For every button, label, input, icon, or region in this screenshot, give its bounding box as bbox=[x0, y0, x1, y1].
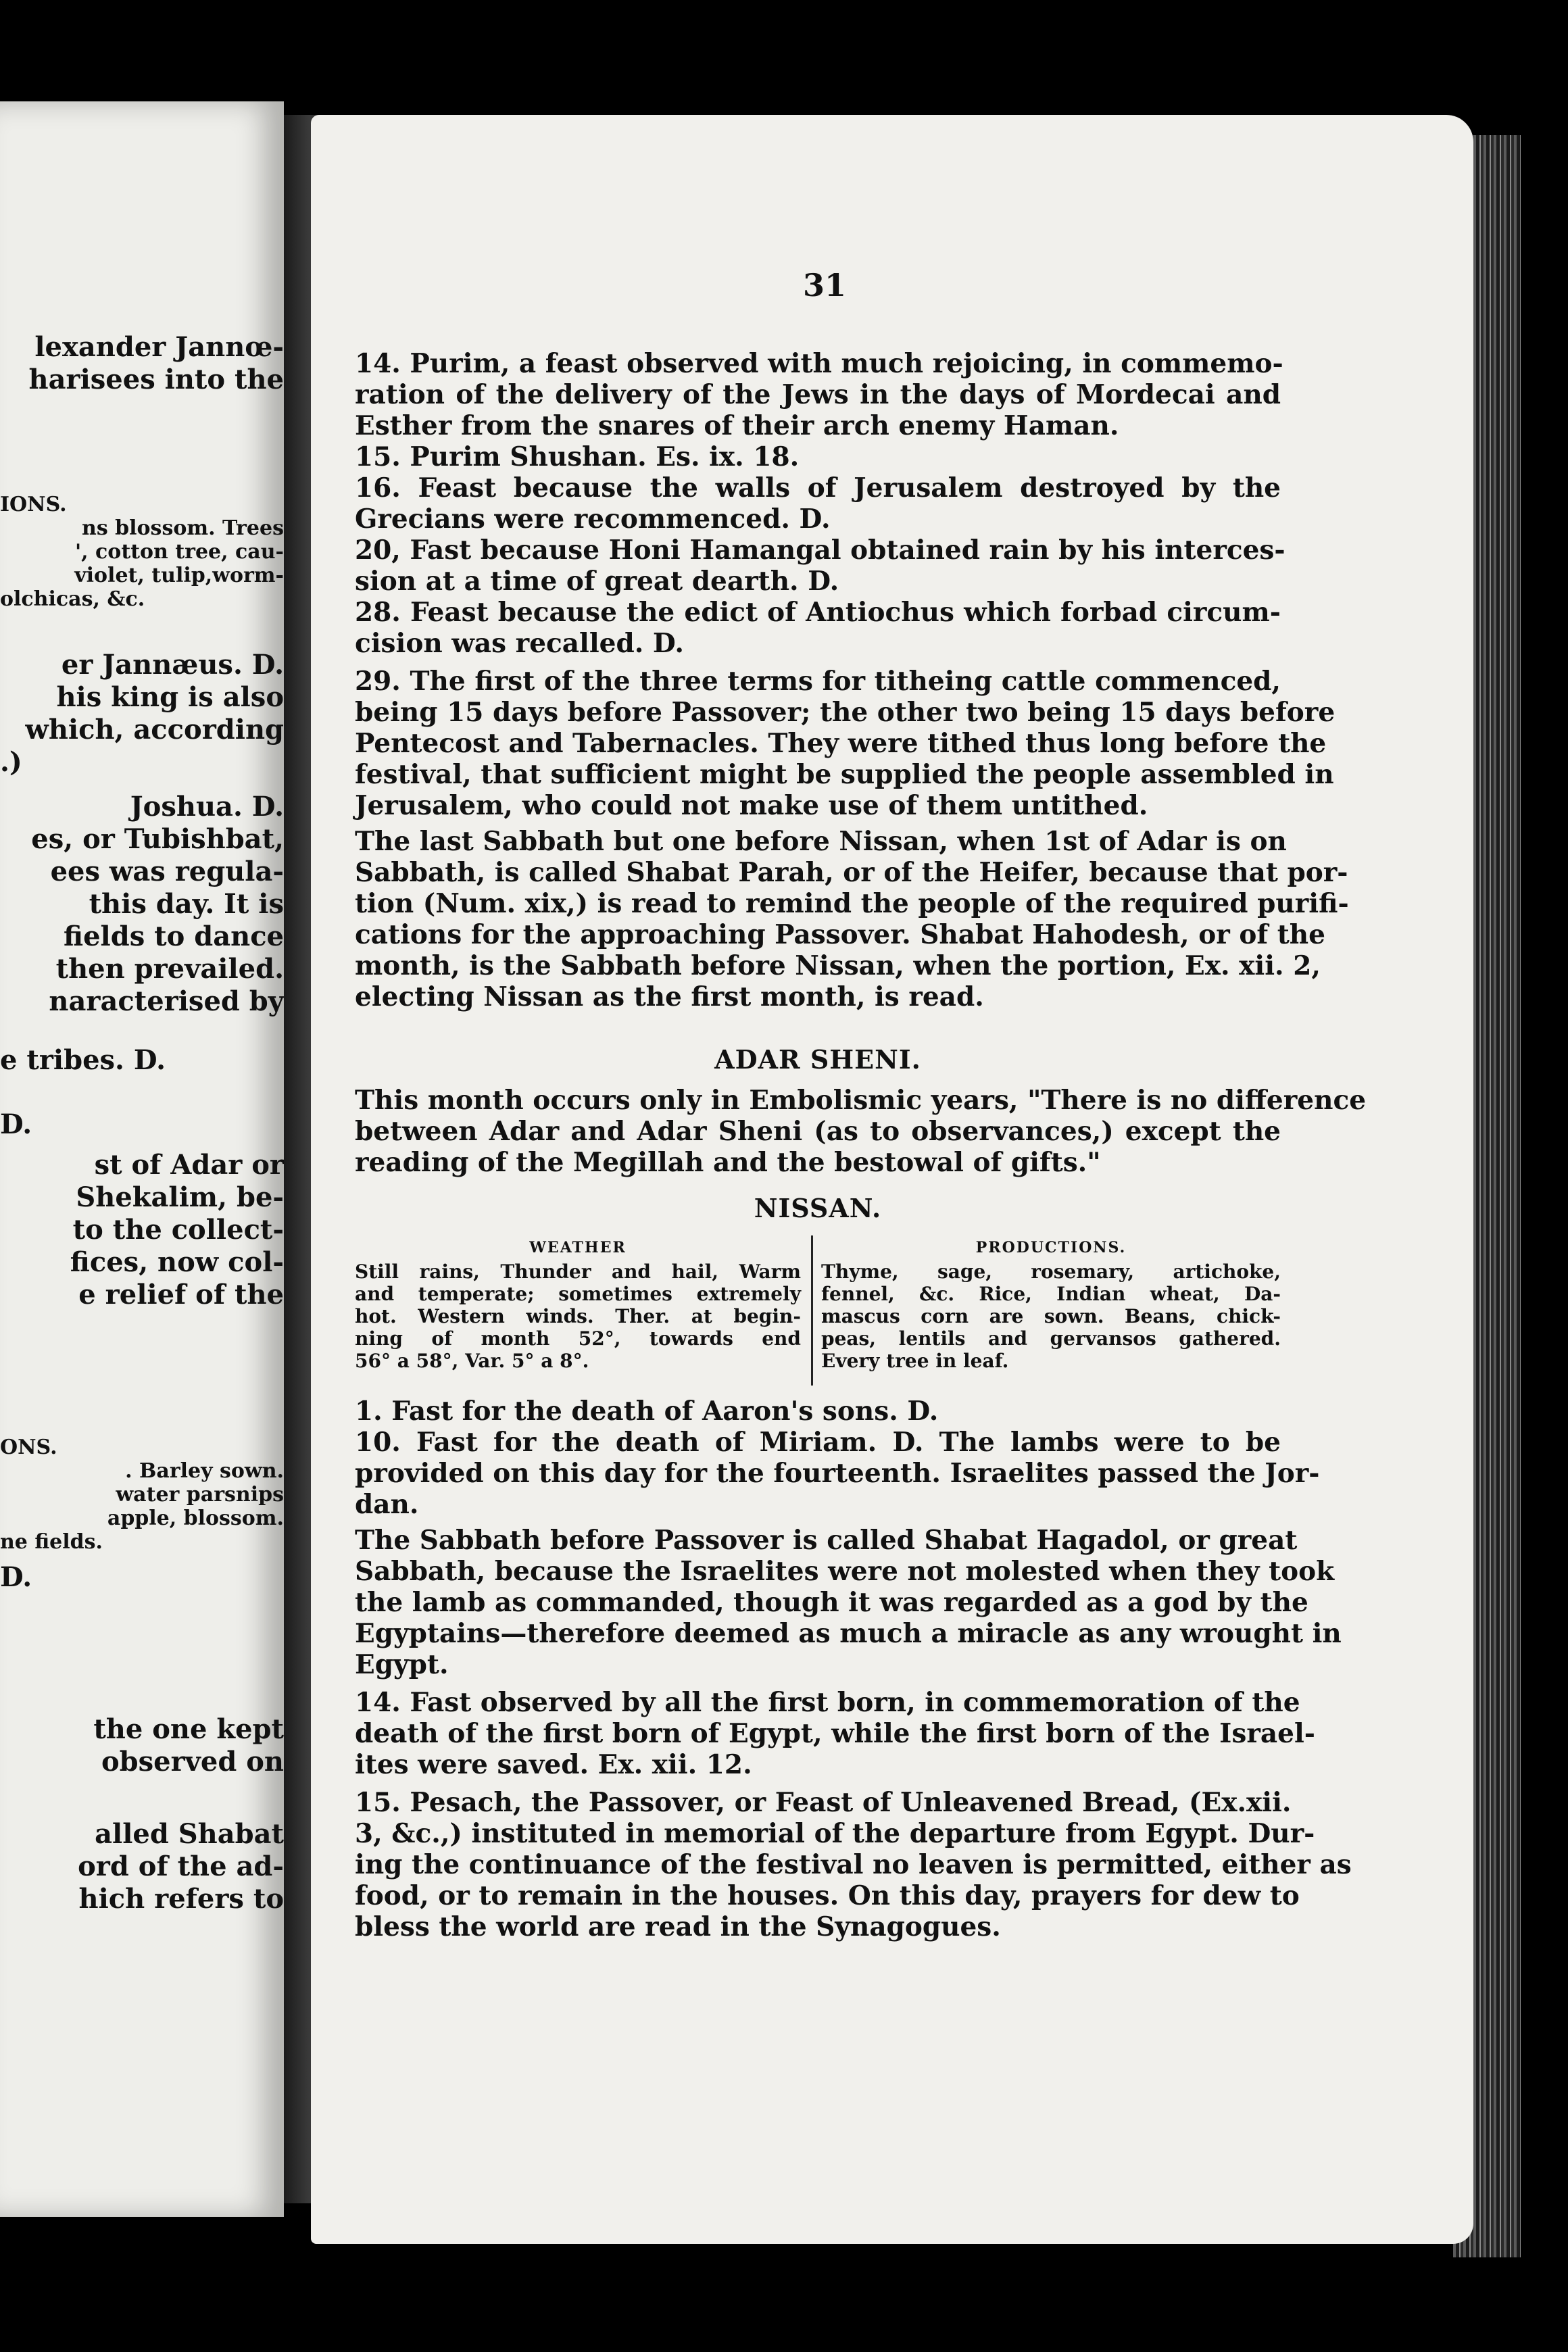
left-page-line: Shekalim, be- bbox=[76, 1181, 284, 1213]
left-page-line: ONS. bbox=[0, 1436, 57, 1459]
left-page-line: harisees into the bbox=[28, 364, 284, 395]
page-number: 31 bbox=[802, 267, 846, 303]
left-page-line: st of Adar or bbox=[94, 1149, 284, 1181]
text-line: 15. Pesach, the Passover, or Feast of Unleavened Bread, (Ex.xii. bbox=[355, 1787, 1292, 1818]
text-line: Pentecost and Tabernacles. They were tithed thus long before the bbox=[355, 728, 1327, 759]
left-page-line: naracterised by bbox=[49, 985, 284, 1017]
left-page-line: e relief of the bbox=[78, 1279, 284, 1310]
text-line: sion at a time of great dearth. D. bbox=[355, 566, 839, 597]
left-page-line: his king is also bbox=[56, 681, 284, 713]
text-line: The Sabbath before Passover is called Shabat Hagadol, or great bbox=[355, 1525, 1298, 1556]
left-page-line: D. bbox=[0, 1108, 32, 1140]
text-line: Sabbath, is called Shabat Parah, or of the Heifer, because that por- bbox=[355, 857, 1348, 888]
left-page-line: ord of the ad- bbox=[78, 1851, 284, 1882]
text-line: 15. Purim Shushan. Es. ix. 18. bbox=[355, 441, 800, 472]
weather-line: 56° a 58°, Var. 5° a 8°. bbox=[355, 1350, 589, 1372]
left-page-line: e tribes. D. bbox=[0, 1044, 166, 1076]
productions-title: PRODUCTIONS. bbox=[975, 1239, 1127, 1256]
productions-line: Thyme, sage, rosemary, artichoke, bbox=[821, 1260, 1281, 1283]
section-heading-nissan: NISSAN. bbox=[754, 1193, 882, 1223]
text-line: cision was recalled. D. bbox=[355, 628, 684, 659]
text-line: the lamb as commanded, though it was regarded as a god by the bbox=[355, 1587, 1308, 1618]
left-page-line: fields to dance bbox=[64, 921, 284, 952]
text-line: 14. Purim, a feast observed with much rejoicing, in commemo- bbox=[355, 348, 1283, 379]
left-page-line: ees was regula- bbox=[50, 856, 284, 887]
text-line: tion (Num. xix,) is read to remind the people of the required purifi- bbox=[355, 888, 1349, 919]
text-line: electing Nissan as the first month, is read. bbox=[355, 981, 984, 1012]
left-page-line: lexander Jannœ- bbox=[34, 331, 284, 363]
text-line: Sabbath, because the Israelites were not molested when they took bbox=[355, 1556, 1335, 1587]
productions-line: fennel, &c. Rice, Indian wheat, Da- bbox=[821, 1283, 1281, 1305]
text-line: This month occurs only in Embolismic years, "There is no difference bbox=[355, 1085, 1367, 1116]
weather-line: hot. Western winds. Ther. at begin- bbox=[355, 1305, 801, 1327]
text-line: ites were saved. Ex. xii. 12. bbox=[355, 1749, 752, 1780]
text-line: 3, &c.,) instituted in memorial of the departure from Egypt. Dur- bbox=[355, 1818, 1315, 1849]
text-line: Esther from the snares of their arch enemy Haman. bbox=[355, 410, 1119, 441]
productions-column bbox=[821, 1237, 1281, 1372]
weather-line: and temperate; sometimes extremely bbox=[355, 1283, 801, 1305]
weather-line: Still rains, Thunder and hail, Warm bbox=[355, 1260, 801, 1283]
text-line: 10. Fast for the death of Miriam. D. The lambs were to be bbox=[355, 1427, 1281, 1458]
left-page-line: Joshua. D. bbox=[130, 791, 284, 823]
left-page-line: . Barley sown. bbox=[125, 1460, 284, 1483]
text-line: Egypt. bbox=[355, 1649, 449, 1680]
column-divider bbox=[811, 1235, 813, 1386]
text-line: festival, that sufficient might be supplied the people assembled in bbox=[355, 759, 1334, 790]
text-line: 20, Fast because Honi Hamangal obtained rain by his interces- bbox=[355, 535, 1285, 566]
left-page-line: this day. It is bbox=[89, 888, 284, 920]
text-line: Grecians were recommenced. D. bbox=[355, 504, 831, 535]
left-page-line: to the collect- bbox=[72, 1214, 284, 1246]
left-page-line: alled Shabat bbox=[95, 1818, 284, 1850]
left-page-line: ', cotton tree, cau- bbox=[74, 541, 284, 564]
left-page-line: ne fields. bbox=[0, 1531, 103, 1554]
text-line: between Adar and Adar Sheni (as to observances,) except the bbox=[355, 1116, 1281, 1147]
text-line: death of the first born of Egypt, while the first born of the Israel- bbox=[355, 1718, 1315, 1749]
left-page-line: hich refers to bbox=[78, 1883, 284, 1915]
left-page-line: apple, blossom. bbox=[107, 1507, 284, 1530]
left-page-line: olchicas, &c. bbox=[0, 588, 145, 611]
left-page-line: the one kept bbox=[93, 1713, 284, 1745]
weather-line: ning of month 52°, towards end bbox=[355, 1327, 801, 1350]
left-page-line: water parsnips bbox=[116, 1484, 284, 1506]
weather-title: WEATHER bbox=[529, 1239, 627, 1256]
text-line: 1. Fast for the death of Aaron's sons. D. bbox=[355, 1396, 939, 1427]
text-line: reading of the Megillah and the bestowal of gifts." bbox=[355, 1147, 1101, 1178]
text-line: ration of the delivery of the Jews in the days of Mordecai and bbox=[355, 379, 1281, 410]
productions-line: Every tree in leaf. bbox=[821, 1350, 1009, 1372]
text-line: 14. Fast observed by all the first born, in commemoration of the bbox=[355, 1687, 1300, 1718]
productions-line: peas, lentils and gervansos gathered. bbox=[821, 1327, 1281, 1350]
text-line: The last Sabbath but one before Nissan, when 1st of Adar is on bbox=[355, 826, 1287, 857]
text-line: cations for the approaching Passover. Shabat Hahodesh, or of the bbox=[355, 919, 1325, 950]
left-page-line: es, or Tubishbat, bbox=[31, 823, 284, 855]
left-page-line: ns blossom. Trees bbox=[82, 517, 284, 540]
text-line: food, or to remain in the houses. On this day, prayers for dew to bbox=[355, 1880, 1300, 1911]
text-line: provided on this day for the fourteenth. Israelites passed the Jor- bbox=[355, 1458, 1320, 1489]
text-line: Egyptains—therefore deemed as much a miracle as any wrought in bbox=[355, 1618, 1342, 1649]
left-page-line: which, according bbox=[25, 714, 284, 745]
section-heading-adar-sheni: ADAR SHENI. bbox=[714, 1044, 921, 1075]
text-line: dan. bbox=[355, 1489, 419, 1520]
text-line: month, is the Sabbath before Nissan, when the portion, Ex. xii. 2, bbox=[355, 950, 1321, 981]
text-line: 29. The first of the three terms for titheing cattle commenced, bbox=[355, 666, 1281, 697]
left-page-line: then prevailed. bbox=[55, 953, 284, 985]
left-page-line: observed on bbox=[101, 1746, 284, 1778]
text-line: being 15 days before Passover; the other two being 15 days before bbox=[355, 697, 1336, 728]
weather-column bbox=[355, 1237, 801, 1372]
text-line: ing the continuance of the festival no leaven is permitted, either as bbox=[355, 1849, 1352, 1880]
left-page-line: fices, now col- bbox=[70, 1246, 284, 1278]
text-line: bless the world are read in the Synagogues. bbox=[355, 1911, 1001, 1942]
text-line: 16. Feast because the walls of Jerusalem destroyed by the bbox=[355, 472, 1281, 504]
previous-page bbox=[0, 101, 284, 2217]
left-page-line: er Jannæus. D. bbox=[61, 649, 284, 681]
left-page-line: IONS. bbox=[0, 493, 67, 516]
left-page-line: .) bbox=[0, 746, 22, 778]
text-line: Jerusalem, who could not make use of them untithed. bbox=[355, 790, 1148, 821]
left-page-line: D. bbox=[0, 1561, 32, 1593]
left-page-line: violet, tulip,worm- bbox=[74, 564, 284, 587]
text-line: 28. Feast because the edict of Antiochus which forbad circum- bbox=[355, 597, 1281, 628]
productions-line: mascus corn are sown. Beans, chick- bbox=[821, 1305, 1281, 1327]
